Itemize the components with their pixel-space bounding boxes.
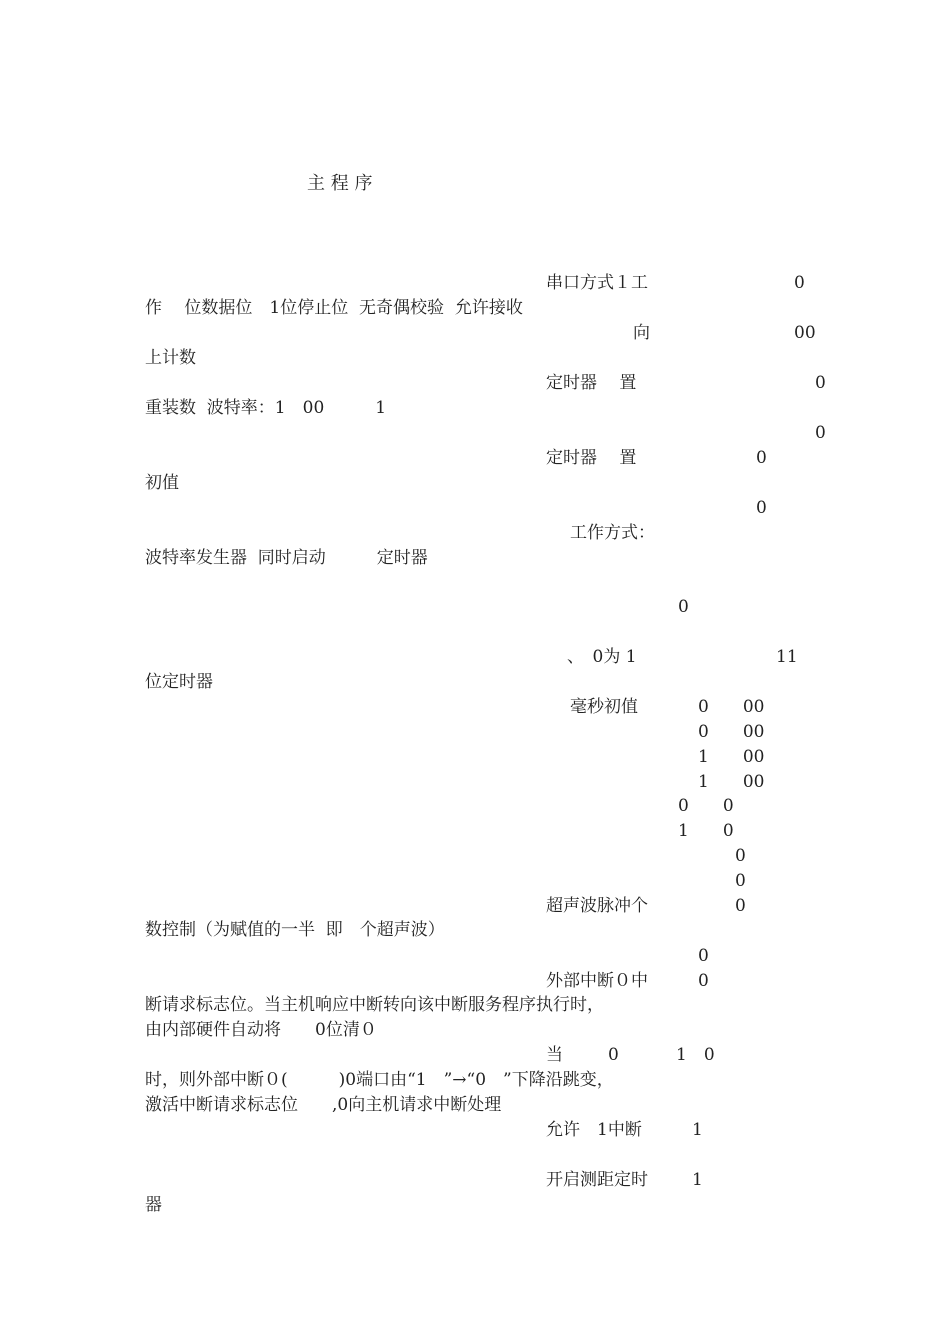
code-comment: 重装数 波特率：1 00 1 <box>145 398 387 418</box>
code-value: 1 00 <box>698 747 765 767</box>
code-comment: 向 <box>633 323 650 343</box>
code-comment: 作 位数据位 1位停止位 无奇偶校验 允许接收 <box>145 298 523 318</box>
code-comment: 断请求标志位。当主机响应中断转向该中断服务程序执行时， <box>145 995 604 1015</box>
code-value: 1 00 <box>698 772 765 792</box>
code-value: 0 <box>678 597 689 617</box>
code-value: 0 00 <box>698 697 765 717</box>
code-comment: 上计数 <box>145 348 196 368</box>
code-value: 0 <box>794 273 805 293</box>
code-comment: 允许 1中断 <box>546 1120 642 1140</box>
code-comment: 串口方式１工 <box>546 273 648 293</box>
code-value: 0 <box>756 498 767 518</box>
code-comment: 、 0为 1 <box>567 647 637 667</box>
code-value: 0 <box>815 373 826 393</box>
code-comment: 开启测距定时 <box>546 1170 648 1190</box>
code-comment: 当 <box>546 1045 563 1065</box>
code-value: 1 <box>692 1170 703 1190</box>
code-comment: 工作方式： <box>570 523 655 543</box>
code-value: 0 <box>735 871 746 891</box>
code-value: 0 <box>698 946 709 966</box>
code-comment: 毫秒初值 <box>570 697 638 717</box>
code-comment: 时，则外部中断０( )0端口由“1 ”→“0 ”下降沿跳变， <box>145 1070 614 1090</box>
code-value: 11 <box>776 647 798 667</box>
code-value: 0 0 <box>678 796 734 816</box>
code-comment: 由内部硬件自动将 0位清０ <box>145 1020 377 1040</box>
code-value: 0 <box>735 896 746 916</box>
code-comment: 外部中断０中 <box>546 971 648 991</box>
page-title: 主 程 序 <box>307 173 373 194</box>
code-value: 0 <box>698 971 709 991</box>
code-comment: 数控制（为赋值的一半 即 个超声波） <box>145 920 445 940</box>
code-comment: 波特率发生器 同时启动 定时器 <box>145 548 428 568</box>
code-value: 0 <box>735 846 746 866</box>
code-value: 0 <box>608 1045 619 1065</box>
code-comment: 定时器 置 <box>546 373 637 393</box>
code-value: 0 00 <box>698 722 765 742</box>
code-comment: 位定时器 <box>145 672 213 692</box>
code-comment: 初值 <box>145 473 179 493</box>
code-value: 1 <box>692 1120 703 1140</box>
code-value: 00 <box>794 323 816 343</box>
code-comment: 器 <box>145 1195 162 1215</box>
code-value: 1 0 <box>678 821 734 841</box>
code-comment: 超声波脉冲个 <box>546 896 648 916</box>
code-comment: 激活中断请求标志位 ,0向主机请求中断处理 <box>145 1095 502 1115</box>
code-value: 1 0 <box>676 1045 715 1065</box>
code-value: 0 <box>815 423 826 443</box>
code-value: 0 <box>756 448 767 468</box>
code-comment: 定时器 置 <box>546 448 637 468</box>
